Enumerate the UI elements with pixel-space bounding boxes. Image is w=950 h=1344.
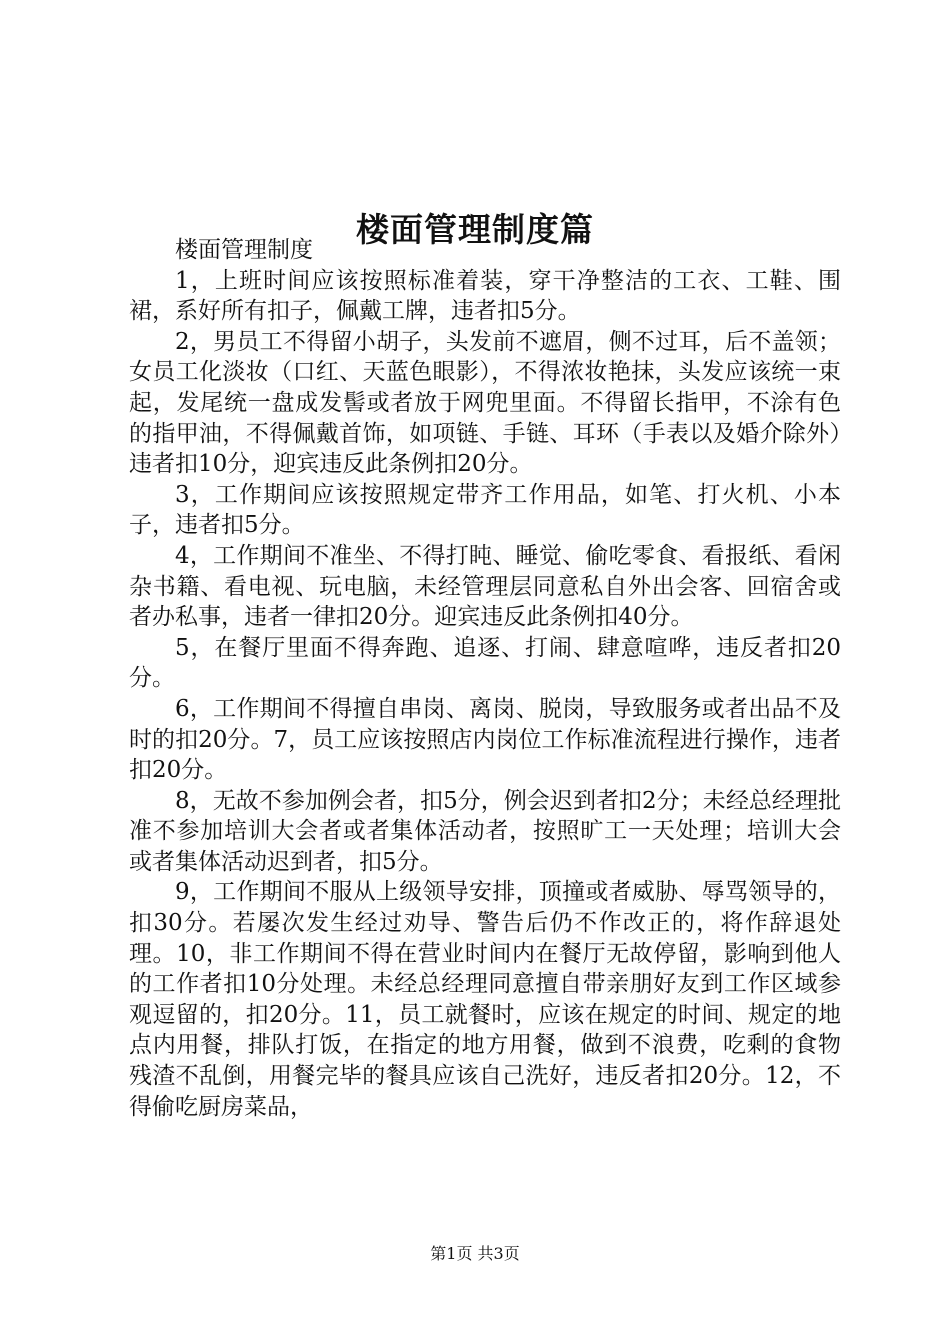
section-heading: 楼面管理制度	[175, 237, 313, 263]
rule-paragraph-6-7: 6，工作期间不得擅自串岗、离岗、脱岗，导致服务或者出品不及时的扣20分。7，员工应该按照店内岗位工作标准流程进行操作，违者扣20分。	[129, 695, 841, 784]
document-body	[129, 235, 841, 1122]
page-footer: 第1页 共3页	[430, 1244, 520, 1263]
rule-paragraph-8: 8，无故不参加例会者，扣5分，例会迟到者扣2分；未经总经理批准不参加培训大会者或者集体活动者，按照旷工一天处理；培训大会或者集体活动迟到者，扣5分。	[129, 787, 841, 875]
rule-paragraph-1: 1，上班时间应该按照标准着装，穿干净整洁的工衣、工鞋、围裙，系好所有扣子，佩戴工牌，违者扣5分。	[129, 267, 841, 325]
rule-paragraph-4: 4，工作期间不准坐、不得打盹、睡觉、偷吃零食、看报纸、看闲杂书籍、看电视、玩电脑，未经管理层同意私自外出会客、回宿舍或者办私事，违者一律扣20分。迎宾违反此条例扣40分。	[129, 542, 841, 631]
rule-paragraph-5: 5，在餐厅里面不得奔跑、追逐、打闹、肆意喧哗，违反者扣20分。	[129, 634, 841, 692]
rule-paragraph-2: 2，男员工不得留小胡子，头发前不遮眉，侧不过耳，后不盖领；女员工化淡妆（口红、天蓝色眼影），不得浓妆艳抹，头发应该统一束起，发尾统一盘成发髻或者放于网兜里面。不得留长指甲，不涂有色的指甲油，不得佩戴首饰，如项链、手链、耳环（手表以及婚介除外）违者扣10分，迎宾违反此条例扣20分。	[129, 328, 841, 478]
rule-paragraph-9-12: 9，工作期间不服从上级领导安排，顶撞或者威胁、辱骂领导的，扣30分。若屡次发生经过劝导、警告后仍不作改正的，将作辞退处理。10，非工作期间不得在营业时间内在餐厅无故停留，影响到他人的工作者扣10分处理。未经总经理同意擅自带亲朋好友到工作区域参观逗留的，扣20分。11，员工就餐时，应该在规定的时间、规定的地点内用餐，排队打饭，在指定的地方用餐，做到不浪费，吃剩的食物残渣不乱倒，用餐完毕的餐具应该自己洗好，违反者扣20分。12，不得偷吃厨房菜品，	[129, 879, 841, 1120]
page-title: 楼面管理制度篇	[356, 210, 594, 250]
rule-paragraph-3: 3，工作期间应该按照规定带齐工作用品，如笔、打火机、小本子，违者扣5分。	[129, 481, 841, 539]
